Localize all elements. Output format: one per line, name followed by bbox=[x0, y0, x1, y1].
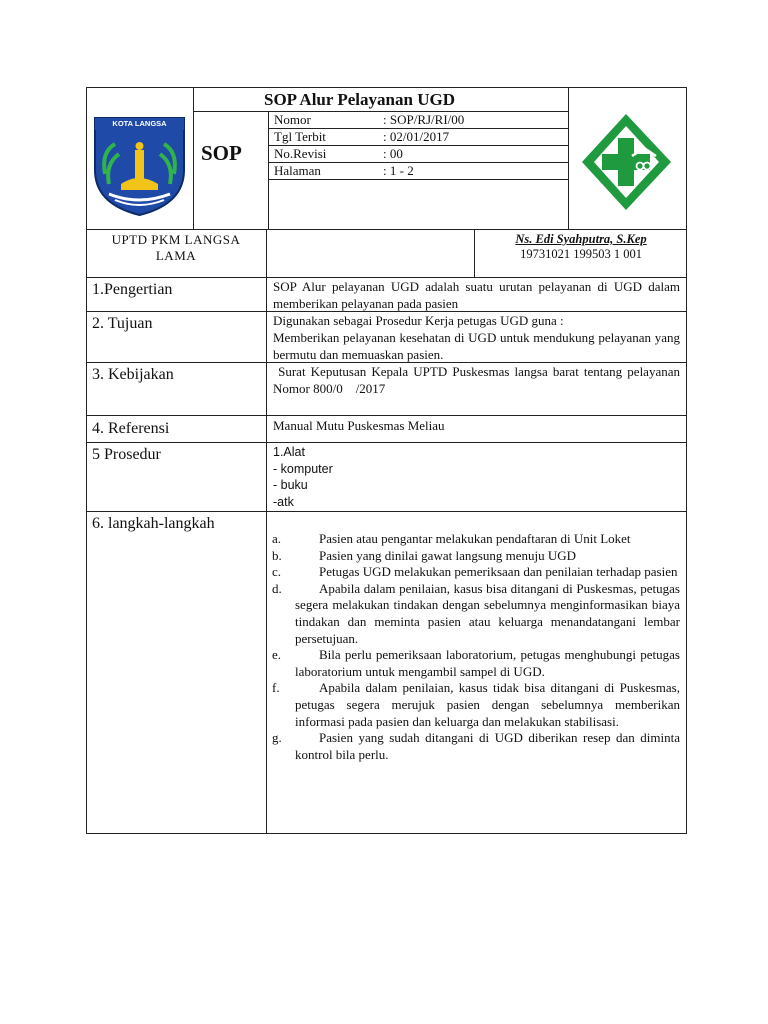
step-text: Pasien yang dinilai gawat langsung menuju UGD bbox=[319, 547, 577, 563]
meta-value-nomor: : SOP/RJ/RI/00 bbox=[383, 112, 465, 127]
meta-value-halaman: : 1 - 2 bbox=[383, 163, 414, 178]
page-title: SOP Alur Pelayanan UGD bbox=[264, 90, 455, 109]
section-label-prosedur: 5 Prosedur bbox=[92, 446, 161, 463]
prosedur-line: - buku bbox=[273, 478, 308, 492]
list-item bbox=[272, 581, 680, 647]
section-label-tujuan: 2. Tujuan bbox=[92, 315, 153, 332]
unit-name-line1: UPTD PKM LANGSA bbox=[111, 232, 241, 247]
puskesmas-logo bbox=[576, 108, 677, 216]
kota-langsa-emblem-icon bbox=[91, 114, 188, 218]
step-letter: f. bbox=[272, 680, 280, 696]
step-text: Bila perlu pemeriksaan laboratorium, petugas menghubungi petugas laboratorium untuk mengambil sampel di UGD. bbox=[295, 647, 680, 679]
section-text-pengertian: SOP Alur pelayanan UGD adalah suatu urutan pelayanan di UGD dalam memberikan pelayanan pada pasien bbox=[273, 279, 680, 311]
list-item bbox=[272, 647, 680, 680]
meta-label-tgl-terbit: Tgl Terbit bbox=[274, 129, 326, 144]
step-letter: g. bbox=[272, 730, 282, 746]
meta-label-halaman: Halaman bbox=[274, 163, 321, 178]
step-text: Apabila dalam penilaian, kasus bisa ditangani di Puskesmas, petugas segera melakukan tindakan dengan sebelumnya menginformasikan biaya tindakan dan meminta pasien atau keluarga menandatangani lembar persetujuan. bbox=[295, 580, 680, 646]
list-item bbox=[272, 548, 680, 565]
unit-name bbox=[90, 232, 262, 264]
prosedur-list bbox=[273, 444, 333, 510]
section-text-kebijakan: Surat Keputusan Kepala UPTD Puskesmas langsa barat tentang pelayanan Nomor 800/0 /2017 bbox=[273, 364, 684, 396]
step-text: Petugas UGD melakukan pemeriksaan dan penilaian terhadap pasien bbox=[319, 564, 678, 580]
step-text: Pasien atau pengantar melakukan pendaftaran di Unit Loket bbox=[319, 531, 631, 546]
signer-block bbox=[480, 232, 682, 262]
signer-nip: 19731021 199503 1 001 bbox=[520, 247, 642, 261]
prosedur-line: -atk bbox=[273, 494, 294, 509]
step-letter: a. bbox=[272, 531, 282, 546]
langkah-list bbox=[272, 531, 680, 763]
section-line-tujuan: Digunakan sebagai Prosedur Kerja petugas UGD guna : bbox=[273, 313, 564, 328]
list-item bbox=[272, 730, 680, 763]
list-item bbox=[272, 680, 680, 730]
sop-label: SOP bbox=[201, 141, 242, 165]
section-label-referensi: 4. Referensi bbox=[92, 420, 170, 437]
meta-value-revisi: : 00 bbox=[383, 146, 403, 161]
kota-langsa-logo bbox=[91, 114, 188, 218]
list-item bbox=[272, 531, 680, 548]
unit-name-line2: LAMA bbox=[155, 248, 197, 263]
step-text: Pasien yang sudah ditangani di UGD diberikan resep dan diminta kontrol bila perlu. bbox=[295, 730, 680, 762]
prosedur-line: - komputer bbox=[273, 461, 333, 476]
section-text-referensi: Manual Mutu Puskesmas Meliau bbox=[273, 418, 445, 433]
section-label-langkah: 6. langkah-langkah bbox=[92, 515, 215, 532]
step-text: Apabila dalam penilaian, kasus tidak bisa ditangani di Puskesmas, petugas segera merujuk pasien dengan sebelumnya memberikan informasi pada pasien dan keluarga dan melakukan stabilisasi. bbox=[295, 680, 680, 729]
prosedur-line: 1.Alat bbox=[273, 445, 305, 459]
puskesmas-cross-icon bbox=[576, 108, 677, 216]
section-label-kebijakan: 3. Kebijakan bbox=[92, 366, 174, 383]
logo-caption: KOTA LANGSA bbox=[112, 119, 167, 128]
step-letter: c. bbox=[272, 564, 282, 580]
section-text-tujuan: Memberikan pelayanan kesehatan di UGD untuk mendukung pelayanan yang bermutu dan memuaskan pasien. bbox=[273, 330, 680, 362]
section-label-pengertian: 1.Pengertian bbox=[92, 281, 173, 298]
list-item bbox=[272, 564, 680, 581]
step-letter: e. bbox=[272, 647, 282, 663]
step-letter: d. bbox=[272, 580, 282, 596]
meta-label-revisi: No.Revisi bbox=[274, 146, 327, 161]
step-letter: b. bbox=[272, 547, 282, 563]
meta-label-nomor: Nomor bbox=[274, 112, 311, 127]
meta-value-tgl-terbit: : 02/01/2017 bbox=[383, 129, 450, 144]
signer-name: Ns. Edi Syahputra, S.Kep bbox=[515, 232, 647, 246]
